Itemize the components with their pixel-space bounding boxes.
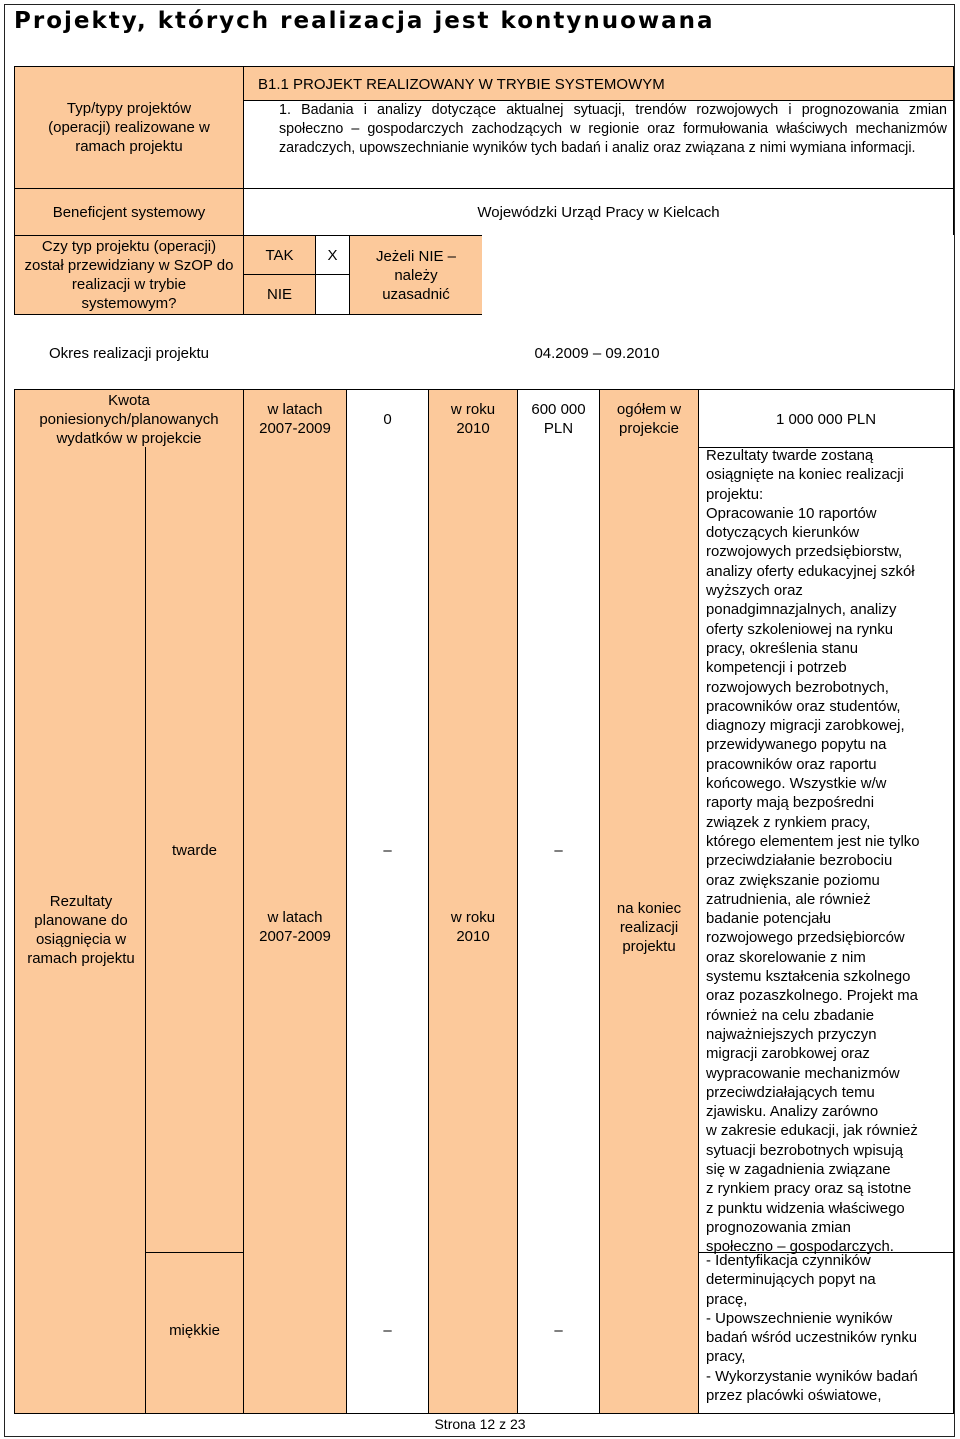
twarde-line: Opracowanie 10 raportów bbox=[706, 505, 877, 522]
twarde-miekkie-divider bbox=[145, 1252, 244, 1253]
miekkie-line: - Wykorzystanie wyników badań bbox=[706, 1368, 918, 1385]
twarde-line: badanie potencjału bbox=[706, 911, 832, 928]
okres-label: Okres realizacji projektu bbox=[48, 344, 210, 362]
twarde-line: kompetencji i potrzeb bbox=[706, 660, 847, 677]
twarde-line: najważniejszych przyczyn bbox=[706, 1026, 877, 1043]
twarde-line: w zakresie edukacji, jak również bbox=[706, 1123, 918, 1140]
twarde-line: pracowników oraz studentów, bbox=[706, 698, 901, 715]
tak-cell: TAK bbox=[243, 235, 316, 275]
twarde-line: z punktu widzenia właściwego bbox=[706, 1200, 905, 1217]
twarde-roku-dash: – bbox=[554, 841, 563, 859]
twarde-results-text bbox=[706, 448, 952, 1258]
twarde-line: końcowego. Wszystkie w/w bbox=[706, 776, 887, 793]
twarde-line: przewidywanego popytu na bbox=[706, 737, 887, 754]
tak-mark-checkbox[interactable]: X bbox=[315, 235, 350, 275]
twarde-line: z rynkiem pracy oraz są istotne bbox=[706, 1181, 912, 1198]
twarde-line: również na celu zbadanie bbox=[706, 1007, 875, 1024]
twarde-line: oferty szkoleniowej na rynku bbox=[706, 621, 894, 638]
twarde-line: się w zagadnienia związane bbox=[706, 1161, 891, 1178]
miekkie-line: determinujących popyt na bbox=[706, 1272, 876, 1289]
kwota-latach-label: w latach 2007-2009 bbox=[259, 401, 331, 437]
typ-content bbox=[243, 66, 954, 189]
kwota-label: Kwota poniesionych/planowanych wydatków w projekcie bbox=[39, 392, 219, 447]
rezultaty-latach-label: w latach 2007-2009 bbox=[259, 909, 331, 945]
miekkie-roku-dash: – bbox=[554, 1321, 563, 1339]
twarde-line: raporty mają bezpośredni bbox=[706, 795, 875, 812]
twarde-line: dotyczących kierunków bbox=[706, 525, 860, 542]
rezultaty-koniec-label: na koniec realizacji projektu bbox=[616, 900, 682, 955]
miekkie-line: pracę, bbox=[706, 1291, 748, 1308]
twarde-line: osiągnięte na koniec realizacji bbox=[706, 467, 904, 484]
miekkie-line: pracy, bbox=[706, 1349, 746, 1366]
nie-mark-checkbox[interactable] bbox=[315, 274, 350, 315]
miekkie-latach-dash: – bbox=[383, 1321, 392, 1339]
czy-typ-label: Czy typ projektu (operacji) został przewidziany w SzOP do realizacji w trybie systemowym? bbox=[14, 235, 244, 315]
typ-description: 1. Badania i analizy dotyczące aktualnej sytuacji, trendów rozwojowych i prognozowania zmian społeczno – gospodarczych zachodzących w regionie oraz formułowania właściwych mechanizmów zaradczych, upowszechnianie wyników tych badań i analiz oraz związana z nimi wymiana informacji. bbox=[279, 102, 947, 156]
twarde-line: prognozowania zmian bbox=[706, 1219, 851, 1236]
twarde-line: ponadgimnazjalnych, analizy bbox=[706, 602, 897, 619]
twarde-label: twarde bbox=[171, 841, 218, 859]
twarde-line: rozwojowego przedsiębiorców bbox=[706, 930, 905, 947]
twarde-line: Rezultaty twarde zostaną bbox=[706, 448, 874, 464]
twarde-line: projektu: bbox=[706, 486, 764, 503]
twarde-line: zjawisku. Analizy zarówno bbox=[706, 1104, 879, 1121]
twarde-line: diagnozy migracji zarobkowej, bbox=[706, 718, 905, 735]
miekkie-line: przez placówki oświatowe, bbox=[706, 1388, 882, 1405]
rezultaty-type-column bbox=[145, 447, 244, 1414]
twarde-line: migracji zarobkowej oraz bbox=[706, 1046, 870, 1063]
twarde-line: rozwojowych bezrobotnych, bbox=[706, 679, 889, 696]
miekkie-line: badań wśród uczestników rynku bbox=[706, 1330, 918, 1347]
roku-value-column bbox=[517, 389, 600, 1414]
twarde-line: wyższych oraz bbox=[706, 583, 803, 600]
twarde-line: oraz skorelowanie z nim bbox=[706, 949, 866, 966]
typ-label: Typ/typy projektów (operacji) realizowane w ramach projektu bbox=[14, 66, 244, 189]
twarde-line: przeciwdziałanie bezrobociu bbox=[706, 853, 893, 870]
twarde-line: pracy, określenia stanu bbox=[706, 640, 859, 657]
typ-heading: B1.1 PROJEKT REALIZOWANY W TRYBIE SYSTEMOWYM bbox=[244, 67, 953, 101]
beneficjent-label: Beneficjent systemowy bbox=[14, 188, 244, 236]
kwota-ogolem-value: 1 000 000 PLN bbox=[775, 410, 877, 428]
kwota-ogolem-label: ogółem w projekcie bbox=[616, 401, 682, 437]
rezultaty-label: Rezultaty planowane do osiągnięcia w ramach projektu bbox=[27, 893, 135, 967]
twarde-latach-dash: – bbox=[383, 841, 392, 859]
miekkie-line: - Identyfikacja czynników bbox=[706, 1253, 871, 1269]
twarde-line: pracowników oraz raportu bbox=[706, 756, 877, 773]
miekkie-results-text bbox=[706, 1253, 952, 1407]
nie-cell: NIE bbox=[243, 274, 316, 315]
twarde-line: analizy oferty edukacyjnej szkół bbox=[706, 563, 915, 580]
miekkie-label: miękkie bbox=[169, 1321, 220, 1339]
twarde-line: którego elementem jest nie tylko bbox=[706, 833, 920, 850]
twarde-line: przeciwdziałających temu bbox=[706, 1084, 875, 1101]
kwota-roku-label: w roku 2010 bbox=[450, 401, 496, 437]
twarde-line: oraz pozaszkolnego. Projekt ma bbox=[706, 988, 918, 1005]
twarde-line: sytuacji bezrobotnych wpisują bbox=[706, 1142, 903, 1159]
jezeli-nie-label: Jeżeli NIE – należy uzasadnić bbox=[349, 235, 483, 315]
uzasadnienie-field[interactable] bbox=[482, 235, 954, 315]
page-title: Projekty, których realizacja jest kontynuowana bbox=[14, 8, 715, 34]
twarde-line: społeczno – gospodarczych. bbox=[706, 1239, 894, 1256]
rezultaty-roku-label: w roku 2010 bbox=[450, 909, 496, 945]
page-number: Strona 12 z 23 bbox=[434, 1415, 526, 1432]
latach-value-column bbox=[346, 389, 429, 1414]
twarde-line: wypracowanie mechanizmów bbox=[706, 1065, 900, 1082]
kwota-latach-value: 0 bbox=[383, 410, 392, 428]
okres-value: 04.2009 – 09.2010 bbox=[534, 344, 660, 362]
twarde-line: oraz zwiększanie poziomu bbox=[706, 872, 880, 889]
miekkie-line: - Upowszechnienie wyników bbox=[706, 1310, 893, 1327]
latach-column bbox=[243, 389, 347, 1414]
twarde-line: zatrudnienia, ale również bbox=[706, 891, 871, 908]
twarde-line: rozwojowych przedsiębiorstw, bbox=[706, 544, 903, 561]
twarde-line: systemu kształcenia szkolnego bbox=[706, 969, 911, 986]
beneficjent-value: Wojewódzki Urząd Pracy w Kielcach bbox=[243, 188, 954, 236]
kwota-roku-value: 600 000 PLN bbox=[531, 401, 586, 437]
twarde-line: związek z rynkiem pracy, bbox=[706, 814, 871, 831]
roku-column bbox=[428, 389, 518, 1414]
